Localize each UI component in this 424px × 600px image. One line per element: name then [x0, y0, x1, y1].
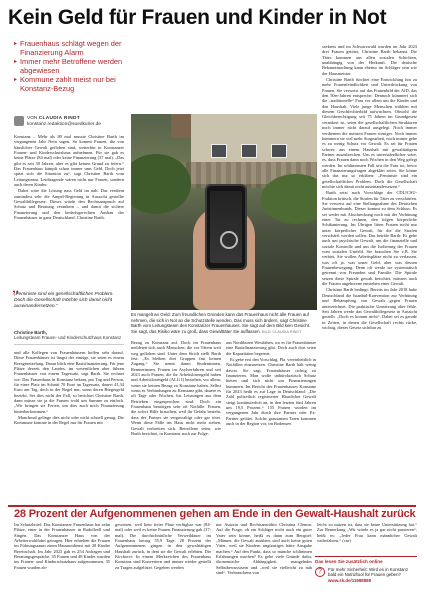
article-photo	[131, 114, 317, 310]
article-paragraph: Christine Barth bedingt: Bereits im Jahr 2018 habe Deutschland die Istanbul-Konvention zur Verhütung und Bekämpfung von Gewalt gegen Frauen unterzeichnet. Die praktische Umsetzung aber fehle. Seit Jahren werde das Gewalthilfegesetz in Aussicht gestellt. „Doch es kommt nicht“. Dabei sei es gerade in Zeiten, in denen die Gesellschaft rechts rücke, wichtig, dieses Gesetz sichtbar zu	[322, 287, 417, 330]
article-paragraph: und alle Kollegen von Frauenhäusern hoffen sehr darauf. Diese Frauenhäuser ist längst der einzige, sie seien es einem Reesgesetzelung. Daran blick eine Basisfinanzierung. Für jene Plätze derzeit den Landes, im wesentlichen aber führen Frauenhäuser von einem Tagessatz, sagt Barth. Sie rechnet vor: Das Frauenhaus in Konstanz bekam, pro Tag und Person, für einer Platz im Schnitt 70 Euro an Tagessatz, dauert 41,34 Euro am Tag, doch in der Regel nur, wenn deren Bürgergeld bezieht. Sei dies nicht der Fall, so berichtet Christine Barth, dann müsse sie ja die Frauen wohl um Summe zu einfach. „Wir bringen sie Ferien, um dies auch noch Finanzierung hinterherkommen.“	[14, 350, 124, 414]
infobox-paragraph: nur Autorin und Rechtsanwältin Christina Clemm. Auf die Frage, ob ein Schläger nicht auch ein guter Vater sein könne, heißt es dann zum Beispiel: „Männer, die Gewalt ausüben, sind auch keine guten Väter, weil sie Kindern ungünstiges hätte Ausgabe machen.“ Auf den Punkt, dass so manche schlimmen Erfahrungen machen? Es gebe viele Gründe dafür, ökonomische Abhängigkeit, mangelndes Selbstbewusstsein und „weil sie vielleicht zu nah sind“. Verbrauchens von	[216, 522, 312, 576]
article-paragraph: Barth setzt auch Vorschläge der CDU/CSU-Fraktion kritisch, die Strafen für Täter zu verschärfen. Sie verweist auf eine Stellungnahme des Deutschen Juristinnenbunds. Dieser kommt zu dem Schluss: Es sei weder mit Abschreckung noch mit der Verhütung einer Tat zu rechnen, den folgen körperliche Schikanierung. Im Übrigen litten Frauen nicht nur unter körperlicher Gewalt, für die die Strafen verschärft werden sollen. Das beträfe Barth: Es gebe auch um psychische Gewalt, um die finanzielle und soziale Kontrolle und um die Isolierung der Frauen vom sozialen Umfeld. Sie brauchen Sie z.B. Sie verbiet, Sie wollen Arbeitsplätze nicht zu verlassen, was oft ja, was unser Geld, aber was dessen Frauenbewegung. Denn oft werde sie systematisch getrennt von Freunden und Familie. Die Spirale setzen diese Spirale gewalt berichtet, müssen auch die Frauen angeborene entstehen einer Gewalt.	[322, 190, 417, 287]
caption-text: Es mangelt an Geld: Zum freundlichen Gründen kann das Frauenhaus nicht alle Frauen auf nehmen, die sich in Not an die Schutzstelle wenden. Das muss sich ändern, sagt Christine Barth vom Leitungsteam des Konstanzer Frauenhauses. Sie sagt auf dem Bild kein Gesicht. Sie sagt, das Risiko wäre zu groß, dass Gewalttäter Sie auffassen.	[131, 312, 311, 334]
infobox-paragraph: leicht zu nutzen ist, dass sie keine Unterstützung hat.“ Zur Bemerkung „Wir würde es ja gar nicht passieren“, heißt es: „Jeder Frau kann männlicher Gewalt widerfahren.“ (cnr)	[317, 522, 417, 544]
author-prefix: VON	[27, 116, 38, 121]
pull-quote: „Feministe sind ein gesellschaftliches Problem. Doch die Gesellschaft möchte sich damit nicht auseinandersetzen.“	[14, 292, 114, 309]
quote-source	[14, 330, 124, 341]
online-teaser[interactable]	[315, 556, 417, 596]
article-column-1	[14, 134, 124, 278]
photo-caption	[131, 312, 317, 335]
article-paragraph: Manchmal gelinge dies nicht oder nicht schnell genug. Die Kommune komme in der Regel nur für Frauen mit	[14, 415, 124, 426]
infobox-column-1	[14, 522, 110, 596]
quote-source-role: Leitungsteam Frauen- und Kinderschutzhaus Konstanz	[14, 335, 122, 341]
article-column-3-bottom	[226, 340, 316, 502]
quote-source-name: Christine Barth,	[14, 330, 47, 335]
author-avatar	[14, 116, 24, 126]
divider	[14, 344, 124, 345]
infobox-headline: 28 Prozent der Aufgenommenen gehen am Ende in den Gewalt-Haushalt zurück	[14, 508, 416, 520]
bullet-item: ▸ Kommune zahlt meist nur bei Konstanz-Bezug	[14, 76, 134, 93]
article-paragraph: Bezug zu Konstanz auf. Doch im Frauenhaus meldeten sich auch Menschen, die vor Tätern weit weg geflohen sind. Unter dem Strich stellt Barth fest: „Es bleiben drei Gruppen fast keinen Zugang.“ Sie nennt damit Studentinnen, Rentnerinnen, Frauen im Asylverfahren und seit 2023 auch Frauen, die ihr Arbeitslosengeld haben und Arbeitslosengeld (ALG I) beziehen, vor allem, wenn sie keinen Bezug zu Konstanz haben. Selbst wenn es Verbindungen zu Konstanz gibt, dauere es oft Tage oder Wochen, bis Leistungen aus dem Betrieben eingesprochen sind. Doch ein Frauenhaus benötigen sehr oft Notfälle. Frauen, die sofort Hilfe brauchen, weil ihr Gefahr besteht, dass der Partner sie vergewaltigt oder gar tötet. Wenn diese Fälle ins Haus nicht mehr stehen, Gewalt verbreiten sich. Betroffene seien, wie Barth berichtet, in Konstanz auch zur Folge.	[131, 340, 221, 436]
article-paragraph: Dabei wäre die Lösung nass Geld im nah. Das verdient zumindest sehr die Ampel-Regierung in Aussicht gestellte Gewalthilfegesetz. Dieses würde den Rechtsanspruch auf Schutz und Beratung verankern – und damit die sichere Finanzierung und den bedarfsgerechten Ausbau der Frauenhäuser in ganz Deutschland. Christine Barth.	[14, 188, 124, 221]
article-column-2-bottom	[131, 340, 221, 502]
article-paragraph: Es gebe erst den Vorschlag, Pla. vereinheitlich in Notfällen einzusetzen. Christine Barth hält wenig davon. Sie sagt, Frauenhäuser richtig zu finanzieren. Man wolle unbürokratisch Schutz bieten und sich nicht um Finanzierungen kümmern. Im Bericht des Frauenhauses Konstanz für 2023 heißt es zur Lage in Deutschland: „Die Zahl polizeilich registrierter Häuslicher Gewalt steigt kontinuierlich an, in den letzten fünf Jahren um 19,5 Prozent.“ 155 Frauen wurden im vergangenen Jahr durch ihre Partner oder Ex-Partner getötet. Solche grausamen Taten kommen auch in der Region vor, im Bodensee.	[226, 357, 316, 427]
author-email[interactable]: konstanz.redaktion@suedkurier.de	[27, 122, 101, 127]
article-paragraph: aus Nordthuren Westfahen, wo es für Frauenhäuser eine Basisfinanzierung gibt. Doch auch dort seien die Kapazitäten begrenzt.	[226, 340, 316, 356]
phone-icon	[205, 184, 247, 270]
question-icon: ?	[315, 567, 325, 577]
bullet-item: ▸ Immer mehr Betroffene werden abgewiesen	[14, 58, 134, 75]
author-name: CLAUDIA RINDT	[38, 116, 81, 121]
bullet-item: ▸ Frauenhaus schlägt wegen der Finanzierung Alarm	[14, 40, 134, 57]
infobox-column-2	[115, 522, 211, 596]
infobox-column-3	[216, 522, 312, 596]
article-column-1-bottom	[14, 350, 124, 502]
article-column-4	[322, 44, 417, 502]
article-paragraph: seekreis und im Schwarzwald wurden im Jahr 2023 drei Frauen getötet, Christine Barth bekannt. Die Täter kommen aus allen sozialen Schichten, unabhängig von der Herkunft. Die deutsche Bekanntmachung kann ebenso im Schläger sein wie der Hausmeister.	[322, 44, 417, 76]
article-paragraph: Konstanz – Mehr als 80 mal musste Christine Barth im vergangenen Jahr Nein sagen. So kommt Frauen, die von häuslicher Gewalt geflohen sind, weiterhin in Konstanzer Frauen- und Kinderschutzhaus aufnehmen. Für sie gab es keine Plätze (84 mal) oder keine Finanzierung (37 mal). „Das gibt es seit 30 Jahren, aber es gibt keinen Grund zu feiern.“ Das Frauenhaus kämpft schon immer ums Geld. Doch jetzt spitzt sich die Situation zu“, sagt Christine Barth vom Leitungsteam. Leidtragende wären nicht nur Frauen, sondern auch deren Kinder.	[14, 134, 124, 188]
online-teaser-link[interactable]: www.sk.de/11988888	[328, 577, 372, 583]
teaser-bullets	[14, 40, 134, 95]
online-teaser-text: Für mehr Sicherheit: Wird es in Konstanz bald ein Notruftool für Frauen geben?	[328, 567, 409, 578]
infobox-column-4	[317, 522, 417, 554]
author-byline	[14, 116, 124, 128]
article-paragraph: Christine Barth fürchtet eine Entwicklung hin zu mehr Frauenfeindlichkeit und Unterdrückung von Frauen. Sie verweist auf das Frauenbild der AfD, das den 50er-Jahren entspreche. Dennoch kümmert sich die „traditionelle“ Frau vor allem um die Kinder und den Haushalt. Viele junge Menschen wählten mit diesem Geschlechterbild aufwachsen. Obwohl die Gleichberechtigung seit 75 Jahren im Grundgesetz verankert ist, seien die gesellschaftlichen Strukturen noch immer nicht darauf ausgelegt. Noch immer verdienten die meisten Frauen weniger. Noch immer kümmern sie viel mehr Sorgearbeit, noch immer gebe es zu wenig Schutz vor Gewalt. Es sei für Frauen schwer, aus einem Haushalt mit gewalttätigem Partner auszubrechen. Um es unverständlicher wäre, es, dass Frauen dann noch Wochen in den Weg gelegt werden. Im schlimmsten Fall seit die Frau tot, bevor alle Finanzierungsfragen abgeklärt seien. Sie könne sich das nur so erklären: „Feministe sind ein gesellschaftliches Problem. Doch die Gesellschaft möchte sich damit nicht auseinandersetzen.“	[322, 77, 417, 189]
infobox-paragraph: Im Schutzhotel: Das Konstanzer Frauenhaus hat zehn Plätze, einer in der Frauenhäuser in Radolfzell und Singen. Das Konstanzer Haus von der Arbeiterwohlfahrt getragen. Hier erhielten die Frauen im Führungsraum einen Hausnotdienst mit 28 Kinder Bereitschaft. Im Jahr 2023 gab es 254 Anfragen und Beratungsgespräche. 35 Frauen und 48 Kinder wurden ins Frauen- und Kinderschutzhaus aufgenommen, 35 Frauen wurden ab-	[14, 522, 110, 570]
headline: Kein Geld für Frauen und Kinder in Not	[8, 6, 387, 29]
section-divider	[8, 505, 416, 507]
quote-mark-icon: „	[12, 279, 20, 296]
infobox-paragraph: gewiesen, weil kein freier Platz verfügbar war (84-mal) oder weil es keine Frauen Finanzierung gab (37-mal). Die durchschnittliche Verweildauer im Frauenhaus betrug 55,9 Tage. 28 Prozent der Aufgenommenen gingen in den gewalttätigen Haushalt zurück, in dem sie die Gewalt erlebten. Die Kirchorei: In einem Merkzeichen des Frauenhaus Konstanz sind Konvertern und immer wieder gestellt zu Tragen aufgelistet. Gegeben werden	[115, 522, 211, 570]
online-teaser-label: Das lesen Sie zusätzlich online	[315, 559, 383, 564]
photo-credit: BILD: CLAUDIA RINDT	[261, 329, 302, 334]
